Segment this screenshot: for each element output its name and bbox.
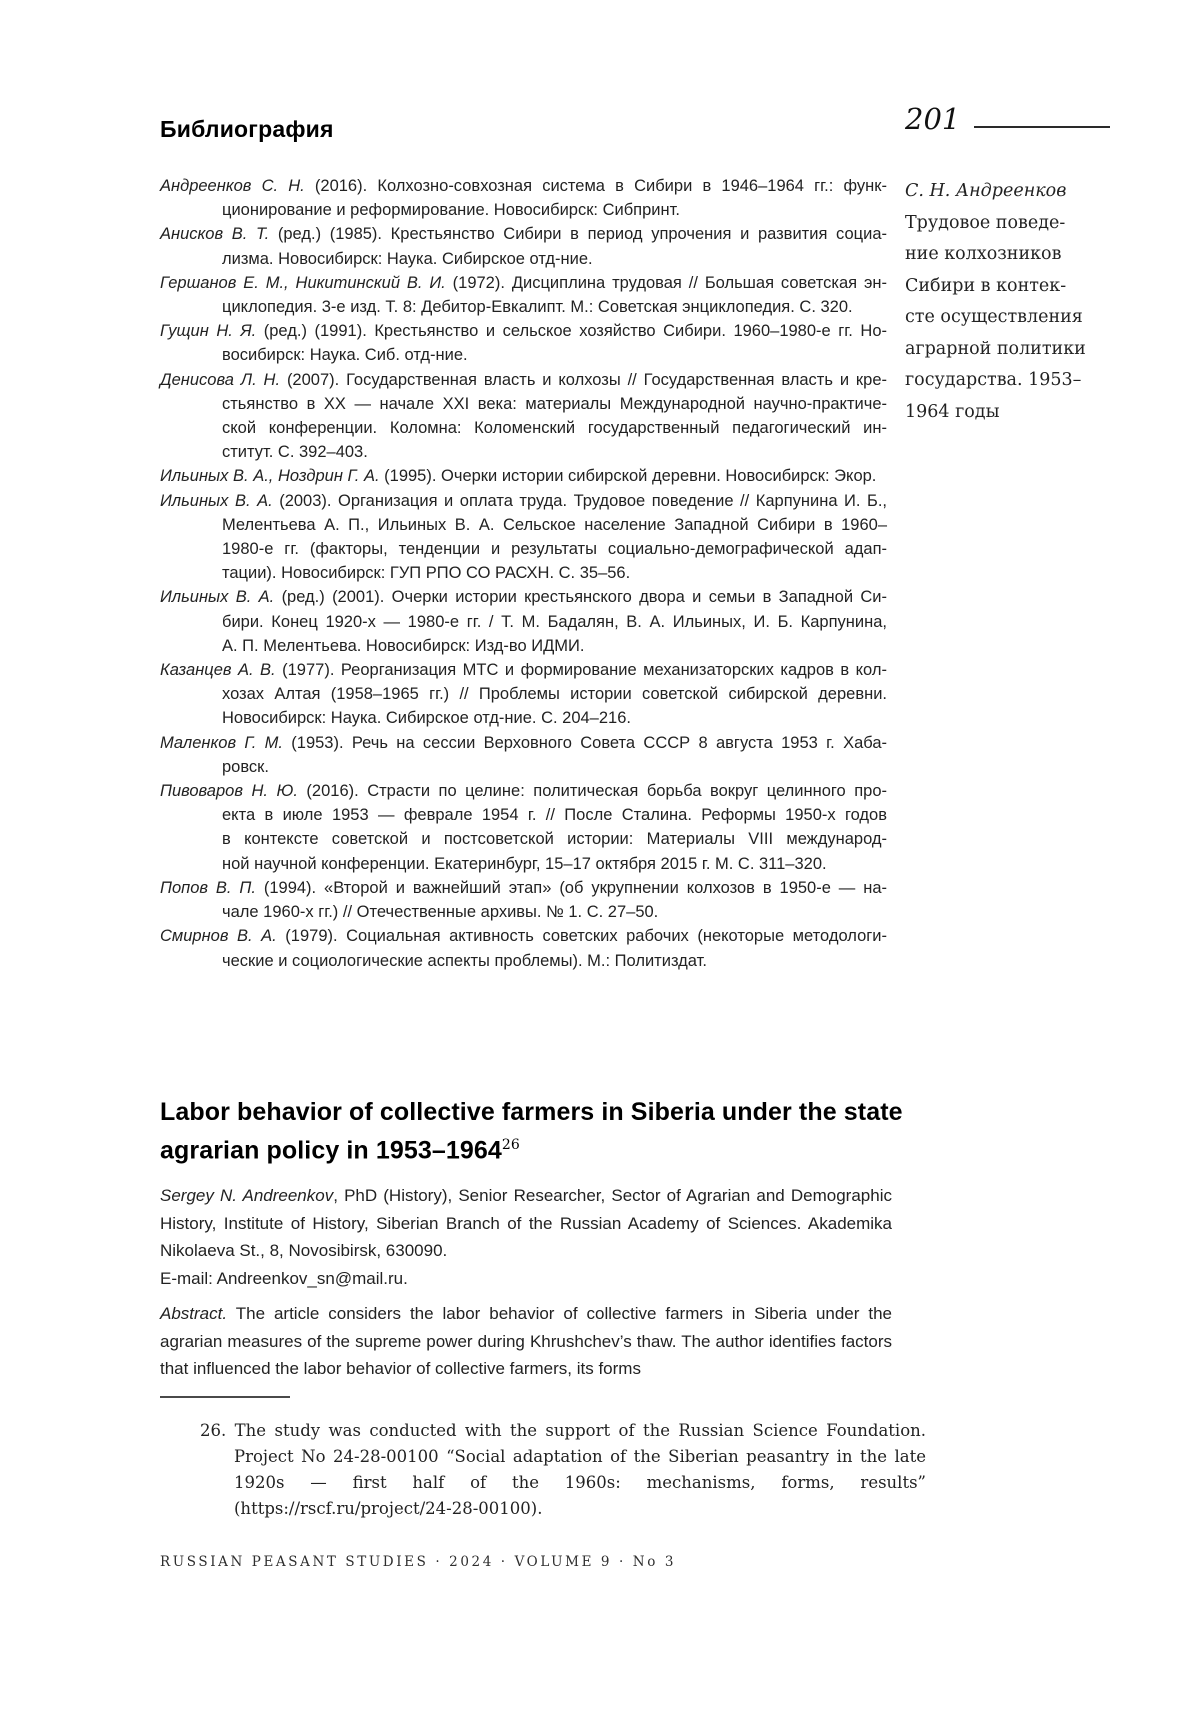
sidebar-author: С. Н. Андреенков — [905, 181, 1067, 201]
footnote-separator-rule — [160, 1396, 290, 1398]
bibliography-line: Денисова Л. Н. (2007). Государственная власть и колхозы // Государственная власть и кре- — [160, 370, 887, 389]
bibliography-line: ровск. — [222, 757, 269, 776]
section-title: Библиография — [160, 116, 334, 142]
bibliography-entry — [160, 876, 887, 924]
bibliography-line: Казанцев А. В. (1977). Реорганизация МТС и формирование механизаторских кадров в кол- — [160, 661, 887, 680]
abstract-text: The article considers the labor behavior of collective farmers in Siberia under the agrarian measures of the supreme power during Khrushchev’s thaw. The author identifies factors that influenced the labor behavior of collective farmers, its forms — [160, 1304, 892, 1378]
bibliography-authors: Ильиных В. А. — [160, 491, 273, 510]
bibliography-line: Гущин Н. Я. (ред.) (1991). Крестьянство и сельское хозяйство Сибири. 1960–1980-е гг. Но- — [160, 322, 887, 341]
bibliography-entry — [160, 489, 887, 586]
abstract-label: Abstract. — [160, 1304, 228, 1323]
english-author-email: E-mail: Andreenkov_sn@mail.ru. — [160, 1268, 408, 1288]
bibliography-line: в контексте советской и постсоветской истории: Материалы VIII международ- — [222, 830, 887, 849]
title-footnote-reference: 26 — [501, 1137, 520, 1153]
bibliography-line: восибирск: Наука. Сиб. отд-ние. — [222, 346, 468, 365]
bibliography-authors: Андреенков С. Н. — [160, 177, 305, 195]
bibliography-line: циклопедия. 3-е изд. Т. 8: Дебитор-Евкалипт. М.: Советская энциклопедия. С. 320. — [222, 298, 853, 317]
bibliography-line: ской конференции. Коломна: Коломенский государственный педагогический ин- — [222, 419, 887, 438]
bibliography-line: чале 1960-х гг.) // Отечественные архивы. № 1. С. 27–50. — [222, 903, 659, 922]
bibliography-authors: Ильиных В. А. — [160, 588, 275, 607]
bibliography-line: бири. Конец 1920-х — 1980-е гг. / Т. М. Бадалян, В. А. Ильиных, И. Б. Карпунина, — [222, 612, 887, 631]
bibliography-line: лизма. Новосибирск: Наука. Сибирское отд-ние. — [222, 249, 593, 268]
footnote-number: 26. — [200, 1421, 227, 1440]
bibliography-line: Мелентьева А. П., Ильиных В. А. Сельское население Западной Сибири в 1960– — [222, 515, 887, 534]
bibliography-line: ной научной конференции. Екатеринбург, 15–17 октября 2015 г. М. С. 311–320. — [222, 854, 827, 873]
page-number-block — [905, 104, 1110, 136]
bibliography-entry — [160, 368, 887, 465]
bibliography-line: Попов В. П. (1994). «Второй и важнейший этап» (об укрупнении колхозов в 1950-е — на- — [160, 878, 887, 897]
bibliography-entry — [160, 174, 887, 222]
bibliography-line: Пивоваров Н. Ю. (2016). Страсти по целине: политическая борьба вокруг целинного про- — [160, 782, 887, 801]
bibliography-line: Ильиных В. А., Ноздрин Г. А. (1995). Очерки истории сибирской деревни. Новосибирск: Экор. — [160, 467, 877, 486]
sidebar-title-line: сте осуществления — [905, 307, 1083, 327]
bibliography-line: ститут. С. 392–403. — [222, 443, 368, 462]
bibliography-line: Анисков В. Т. (ред.) (1985). Крестьянство Сибири в период упрочения и развития социа- — [160, 225, 887, 244]
bibliography-entry — [160, 585, 887, 658]
bibliography-authors: Пивоваров Н. Ю. — [160, 782, 298, 801]
bibliography-line: стьянство в XX — начале XXI века: материалы Международной научно-практиче- — [222, 394, 887, 413]
bibliography-authors: Денисова Л. Н. — [160, 370, 281, 389]
sidebar-title-line: Трудовое поведе- — [905, 212, 1066, 233]
sidebar-running-title — [905, 176, 1105, 428]
bibliography-authors: Попов В. П. — [160, 878, 256, 897]
bibliography-line: ционирование и реформирование. Новосибирск: Сибпринт. — [222, 201, 680, 220]
footnote — [200, 1418, 926, 1522]
bibliography-entry — [160, 658, 887, 731]
journal-footer: RUSSIAN PEASANT STUDIES · 2024 · VOLUME 9 · No 3 — [160, 1554, 677, 1570]
bibliography-line: Андреенков С. Н. (2016). Колхозно-совхозная система в Сибири в 1946–1964 гг.: функ- — [160, 177, 887, 195]
header-rule — [974, 126, 1110, 128]
english-author-name: Sergey N. Andreenkov — [160, 1186, 334, 1205]
bibliography-authors: Анисков В. Т. — [160, 225, 270, 244]
bibliography-authors: Ильиных В. А., Ноздрин Г. А. — [160, 467, 380, 486]
page-number: 201 — [905, 102, 961, 136]
bibliography-line: Ильиных В. А. (ред.) (2001). Очерки истории крестьянского двора и семьи в Западной Си- — [160, 588, 888, 607]
abstract-paragraph — [160, 1300, 892, 1383]
bibliography-entry — [160, 731, 887, 779]
english-article-title-text: Labor behavior of collective farmers in Siberia under the state agrarian policy in 1953–1964 — [160, 1098, 903, 1165]
bibliography-entry — [160, 464, 887, 488]
sidebar-title-line: государства. 1953– — [905, 370, 1082, 390]
footnote-text: The study was conducted with the support of the Russian Science Foundation. Project No 24-28-00100 “Social adaptation of the Siberian peasantry in the late 1920s — first half of the 1960s: mechanisms, forms, results” (https://rscf.ru/project/24-28-00100). — [234, 1421, 926, 1518]
english-article-title — [160, 1096, 915, 1167]
english-author-details: , PhD (History), Senior Researcher, Sector of Agrarian and Demographic History, Institute of History, Siberian Branch of the Russian Academy of Sciences. Akademika Nikolaeva St., 8, Novosibirsk, 630090. — [160, 1186, 892, 1260]
bibliography-list — [160, 174, 887, 973]
bibliography-authors: Маленков Г. М. — [160, 733, 283, 752]
sidebar-title-line: аграрной политики — [905, 338, 1086, 359]
sidebar-title-line: Сибири в контек- — [905, 275, 1067, 296]
english-author-affiliation — [160, 1182, 892, 1265]
bibliography-line: Ильиных В. А. (2003). Организация и оплата труда. Трудовое поведение // Карпунина И. Б., — [160, 491, 888, 510]
bibliography-entry — [160, 271, 887, 319]
sidebar-title-line: ние колхозников — [905, 244, 1062, 264]
sidebar-title-line: 1964 годы — [905, 401, 1000, 422]
bibliography-line: хозах Алтая (1958–1965 гг.) // Проблемы истории советской сибирской деревни. — [222, 685, 887, 704]
bibliography-authors: Казанцев А. В. — [160, 661, 276, 680]
bibliography-line: Гершанов Е. М., Никитинский В. И. (1972). Дисциплина трудовая // Большая советская эн- — [160, 273, 887, 292]
bibliography-authors: Смирнов В. А. — [160, 927, 277, 946]
bibliography-line: тации). Новосибирск: ГУП РПО СО РАСХН. С. 35–56. — [222, 564, 631, 583]
sidebar-title-lines — [905, 208, 1105, 429]
bibliography-line: А. П. Мелентьева. Новосибирск: Изд-во ИДМИ. — [222, 636, 585, 655]
bibliography-entry — [160, 924, 887, 972]
bibliography-entry — [160, 222, 887, 270]
bibliography-authors: Гущин Н. Я. — [160, 322, 257, 341]
bibliography-line: Смирнов В. А. (1979). Социальная активность советских рабочих (некоторые методологи- — [160, 927, 887, 946]
bibliography-line: екта в июле 1953 — феврале 1954 г. // После Сталина. Реформы 1950-х годов — [222, 806, 887, 825]
bibliography-line: 1980-е гг. (факторы, тенденции и результаты социально-демографической адап- — [222, 540, 887, 559]
bibliography-line: Маленков Г. М. (1953). Речь на сессии Верховного Совета СССР 8 августа 1953 г. Хаба- — [160, 733, 887, 752]
bibliography-line: ческие и социологические аспекты проблемы). М.: Политиздат. — [222, 951, 707, 970]
bibliography-entry — [160, 779, 887, 876]
bibliography-line: Новосибирск: Наука. Сибирское отд-ние. С. 204–216. — [222, 709, 631, 728]
bibliography-authors: Гершанов Е. М., Никитинский В. И. — [160, 273, 446, 292]
english-author-block — [160, 1182, 892, 1292]
bibliography-entry — [160, 319, 887, 367]
